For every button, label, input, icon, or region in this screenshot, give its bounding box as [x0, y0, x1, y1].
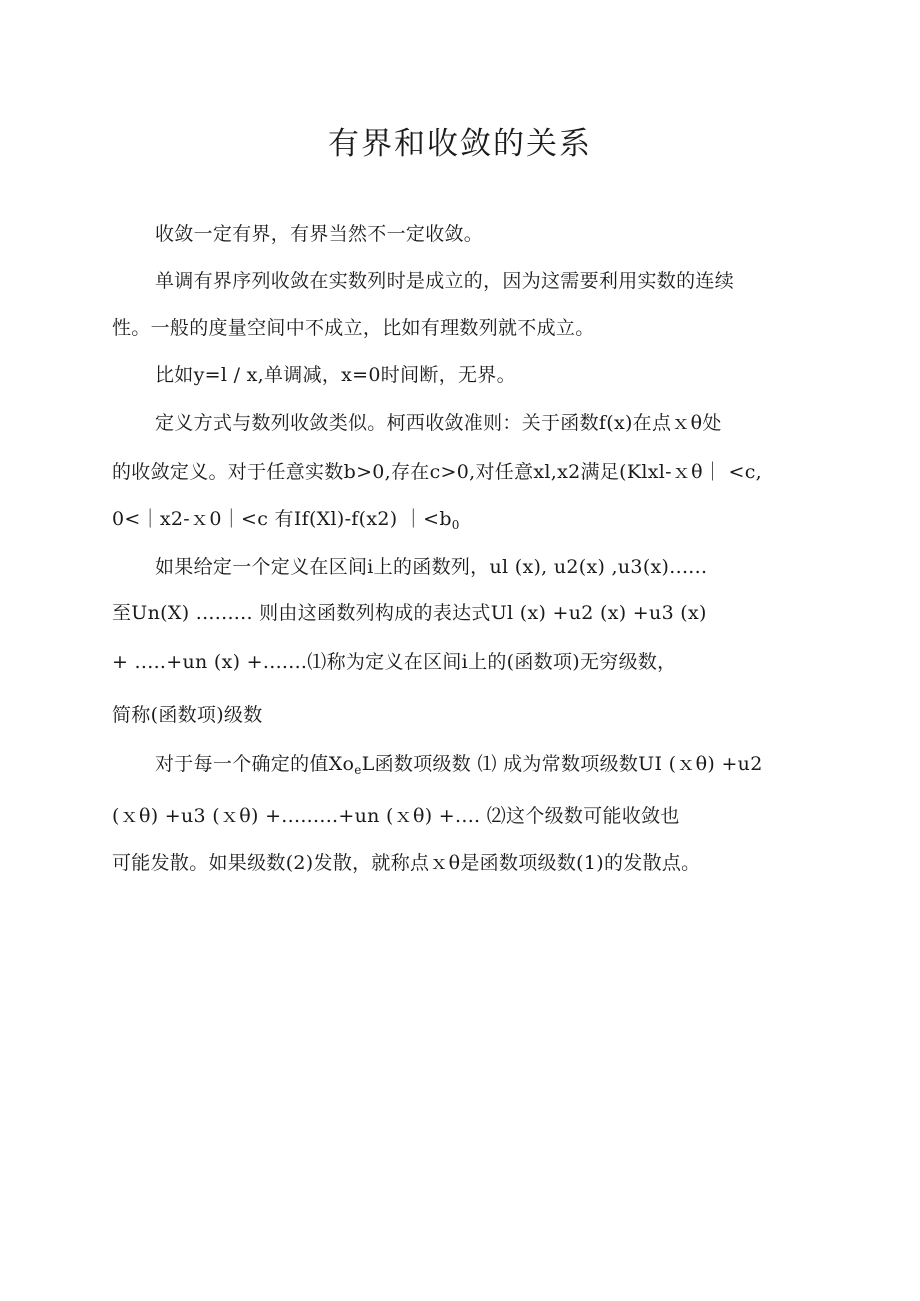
paragraph-line-9: 至Un(X) ......... 则由这函数列构成的表达式Ul (x) +u2 (x) +u3 (x)	[112, 602, 707, 624]
paragraph-line-3: 性。一般的度量空间中不成立，比如有理数列就不成立。	[112, 317, 595, 339]
paragraph-line-14: 可能发散。如果级数(2)发散，就称点ｘθ是函数项级数(1)的发散点。	[112, 852, 701, 874]
subscript-e: e	[354, 763, 362, 777]
paragraph-line-7	[112, 507, 460, 537]
paragraph-line-5: 定义方式与数列收敛类似。柯西收敛准则：关于函数f(x)在点ｘθ处	[155, 412, 722, 434]
paragraph-line-13: (ｘθ) +u3 (ｘθ) +.........+un (ｘθ) +.... ⑵这个级数可能收敛也	[112, 805, 680, 827]
paragraph-line-1: 收敛一定有界，有界当然不一定收敛。	[155, 223, 484, 245]
line-7-text: 0<｜x2-ｘ0｜<c 有If(Xl)-f(x2) ｜<b	[112, 508, 452, 530]
line-12-text-a: 对于每一个确定的值Xo	[155, 753, 355, 775]
paragraph-line-11: 简称(函数项)级数	[112, 704, 263, 726]
document-title: 有界和收敛的关系	[328, 126, 592, 162]
line-12-text-b: L函数项级数 ⑴ 成为常数项级数UI (ｘθ) +u2	[361, 753, 763, 775]
paragraph-line-4: 比如y=l / x,单调减，x=0时间断，无界。	[155, 364, 516, 386]
paragraph-line-2: 单调有界序列收敛在实数列时是成立的，因为这需要利用实数的连续	[155, 270, 735, 292]
subscript-zero: 0	[451, 518, 460, 532]
paragraph-line-8: 如果给定一个定义在区间i上的函数列，ul (x), u2(x) ,u3(x)......	[155, 556, 708, 578]
paragraph-line-6: 的收敛定义。对于任意实数b>0,存在c>0,对任意xl,x2满足(Klxl-ｘθ｜ <c,	[112, 461, 763, 483]
paragraph-line-10: + .....+un (x) +.......⑴称为定义在区间i上的(函数项)无穷级数，	[112, 651, 677, 673]
paragraph-line-12	[155, 752, 763, 782]
